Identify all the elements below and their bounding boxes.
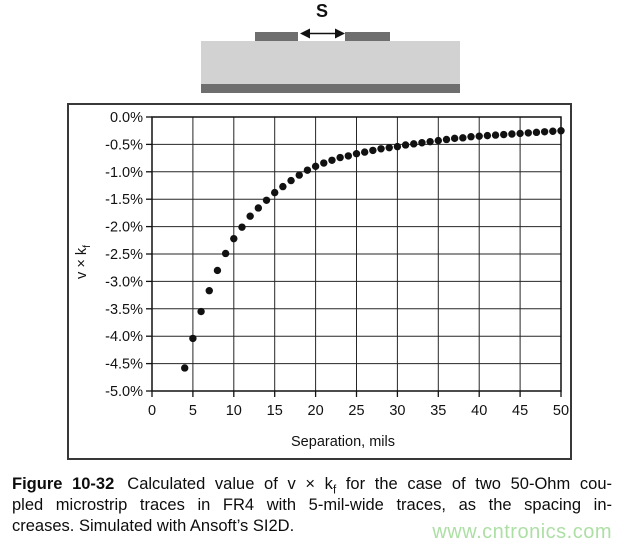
x-tick-label: 30 (389, 403, 406, 419)
data-point (189, 335, 196, 342)
data-point (386, 144, 393, 151)
data-point (435, 137, 442, 144)
watermark: www.cntronics.com (432, 521, 612, 543)
data-point (410, 140, 417, 147)
x-tick-label: 25 (348, 403, 365, 419)
data-point (476, 132, 483, 139)
y-tick-label: -3.0% (105, 274, 143, 291)
data-point (328, 157, 335, 164)
y-tick-label: -2.0% (105, 219, 143, 236)
data-point (181, 364, 188, 371)
x-tick-label: 20 (307, 403, 324, 419)
data-point (484, 132, 491, 139)
dielectric-substrate (201, 41, 460, 84)
data-point (214, 267, 221, 274)
data-point (516, 130, 523, 137)
data-point (271, 189, 278, 196)
caption-line-3: creases. Simulated with Ansoft’s SI2D. (12, 517, 295, 535)
y-tick-label: -4.0% (105, 329, 143, 346)
x-tick-label: 10 (225, 403, 242, 419)
data-point (197, 308, 204, 315)
x-tick-label: 50 (552, 403, 570, 419)
data-point (336, 154, 343, 161)
data-point (451, 135, 458, 142)
data-point (279, 183, 286, 190)
data-point (312, 163, 319, 170)
y-tick-label: -4.5% (105, 356, 143, 373)
y-tick-label: -5.0% (105, 384, 143, 400)
spacing-label: S (315, 1, 328, 21)
data-point (238, 223, 245, 230)
scatter-plot (69, 105, 570, 458)
y-tick-label: -3.5% (105, 301, 143, 318)
x-tick-label: 15 (266, 403, 283, 419)
x-tick-label: 35 (430, 403, 447, 419)
x-tick-label: 40 (471, 403, 488, 419)
y-tick-label: -2.5% (105, 247, 143, 263)
caption-line-2: pled microstrip traces in FR4 with 5-mil-wide traces, as the spacing in- (12, 496, 612, 514)
data-point (320, 159, 327, 166)
data-point (492, 131, 499, 138)
data-point (206, 287, 213, 294)
data-point (459, 134, 466, 141)
y-tick-label: -1.0% (105, 164, 143, 181)
data-point (361, 148, 368, 155)
double-arrow-icon (300, 27, 345, 40)
x-axis-title: Separation, mils (291, 434, 395, 450)
y-tick-label: -0.5% (105, 137, 143, 154)
data-point (443, 136, 450, 143)
data-point (525, 129, 532, 136)
data-point (304, 166, 311, 173)
data-point (508, 130, 515, 137)
data-point (418, 139, 425, 146)
chart-frame (67, 103, 572, 460)
data-point (467, 133, 474, 140)
caption-line-1: Figure 10-32 Calculated value of $v \times k_f$ for the case of two 50-Ohm cou- (12, 475, 612, 497)
data-point (353, 150, 360, 157)
x-tick-label: 5 (188, 403, 197, 419)
data-point (533, 129, 540, 136)
ground-plane (201, 84, 460, 93)
x-tick-label: 45 (512, 403, 529, 419)
y-axis-title: $v \times k_f$ (74, 245, 93, 279)
data-point (500, 131, 507, 138)
data-point (230, 235, 237, 242)
x-tick-label: 0 (147, 403, 157, 419)
data-point (287, 177, 294, 184)
data-point (246, 212, 253, 219)
data-point (296, 171, 303, 178)
data-point (549, 128, 556, 135)
y-tick-label: -1.5% (105, 192, 143, 209)
data-point (222, 250, 229, 257)
data-point (369, 147, 376, 154)
y-tick-label: 0.0% (109, 110, 143, 126)
microstrip-trace-left (255, 32, 298, 41)
figure-number: Figure 10-32 (12, 475, 115, 493)
data-point (402, 141, 409, 148)
microstrip-trace-right (345, 32, 390, 41)
data-point (394, 143, 401, 150)
data-point (263, 197, 270, 204)
data-point (255, 204, 262, 211)
data-point (541, 128, 548, 135)
data-point (426, 138, 433, 145)
data-point (345, 152, 352, 159)
data-point (377, 145, 384, 152)
data-point (557, 127, 564, 134)
